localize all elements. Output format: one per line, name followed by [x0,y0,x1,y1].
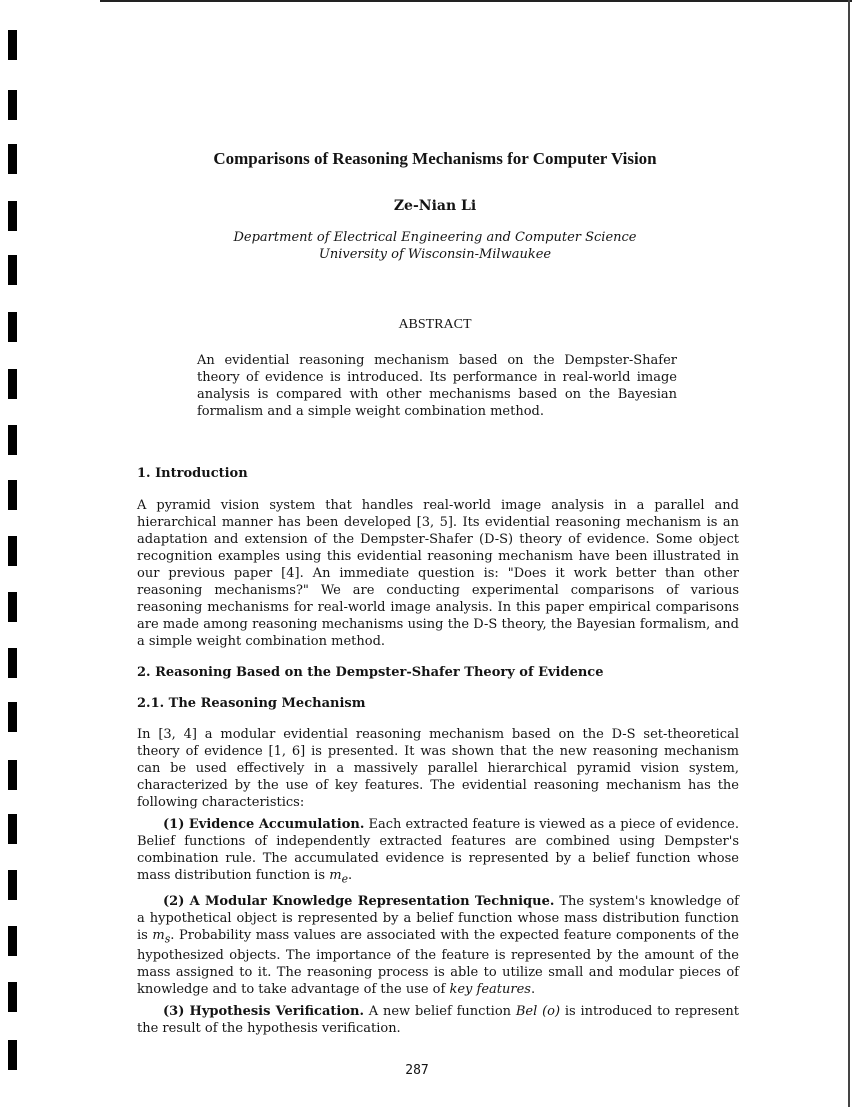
top-border-line [100,0,852,2]
author-name: Ze-Nian Li [393,198,477,214]
registration-mark [8,702,17,732]
section-2-1-paragraph: In [3, 4] a modular evidential reasoning mechanism based on the D-S set-theoretical theory of evidence [1, 6] is presented. It was shown that the new reasoning mechanism can be used effectively in a massively parallel hierarchical pyramid vision system, characterized by the use of key features. The evidential reasoning mechanism has the following characteristics: [137,727,739,810]
registration-mark [8,814,17,844]
item-text: The system's knowledge of a hypothetical object is represented by a belief function whose mass distribution function is [137,893,739,943]
item-label: (3) Hypothesis Verification. [163,1004,364,1020]
list-item-evidence-accumulation [137,816,739,888]
section-heading-introduction: 1. Introduction [137,466,248,481]
registration-mark [8,30,17,60]
registration-mark [8,369,17,399]
math-symbol: m [152,927,165,943]
abstract-heading: ABSTRACT [398,317,472,332]
registration-mark [8,870,17,900]
item-end: . [347,868,353,883]
item-text-continued: is introduced to represent the result of the hypothesis verification. [137,1004,740,1037]
item-end: . [530,982,536,998]
affiliation [0,229,852,263]
intro-paragraph: A pyramid vision system that handles real-world image analysis in a parallel and hierarchical manner has been developed [3, 5]. Its evidential reasoning mechanism is an adaptation and extension of the Dempster-Shafer (D-S) theory of evidence. Some object recognition examples using this evidential reasoning mechanism have been illustrated in our previous paper [4]. An immediate question is: "Does it work better than other reasoning mechanisms?" We are conducting experimental comparisons of various reasoning mechanisms for real-world image analysis. In this paper empirical comparisons are made among reasoning mechanisms using the D-S theory, the Bayesian formalism, and a simple weight combination method. [137,498,739,649]
item-label: (2) A Modular Knowledge Representation Technique. [163,893,555,909]
department: Department of Electrical Engineering and Computer Science [233,230,637,245]
registration-mark [8,592,17,622]
registration-mark [8,425,17,455]
university: University of Wisconsin-Milwaukee [318,247,552,262]
registration-mark [8,480,17,510]
registration-mark [8,90,17,120]
paper-title: Comparisons of Reasoning Mechanisms for Computer Vision [213,149,657,168]
registration-mark [8,982,17,1012]
item-text: Each extracted feature is viewed as a piece of evidence. Belief functions of independently extracted features are combined using Dempster's combination rule. The accumulated evidence is represented by a belief function whose mass distribution function is [137,817,739,883]
math-subscript: e [341,872,348,886]
math-symbol: Bel (o) [515,1004,561,1020]
section-heading-2-1: 2.1. The Reasoning Mechanism [137,696,366,711]
emphasis: key features [449,982,531,998]
list-item-hypothesis-verification [137,1003,739,1037]
item-label: (1) Evidence Accumulation. [163,817,365,832]
list-item-knowledge-representation [137,893,739,999]
item-text-continued: . Probability mass values are associated with the expected feature components of the hypothesized objects. The importance of the feature is represented by the amount of the mass assigned to it. The reasoning process is able to utilize small and modular pieces of knowledge and to take advantage of the use of [137,927,739,998]
registration-mark [8,648,17,678]
page-number: 287 [405,1063,429,1078]
section-heading-2: 2. Reasoning Based on the Dempster-Shafer Theory of Evidence [137,665,604,680]
body-content [137,465,739,1037]
math-subscript: s [164,932,171,946]
registration-mark [8,760,17,790]
item-text: A new belief function [368,1004,512,1020]
abstract-text: An evidential reasoning mechanism based on the Dempster-Shafer theory of evidence is introduced. Its performance in real-world image analysis is compared with other mechanisms based on the Bayesian formalism and a simple weight combination method. [197,353,677,419]
math-symbol: m [329,868,342,883]
registration-mark [8,926,17,956]
registration-mark [8,536,17,566]
